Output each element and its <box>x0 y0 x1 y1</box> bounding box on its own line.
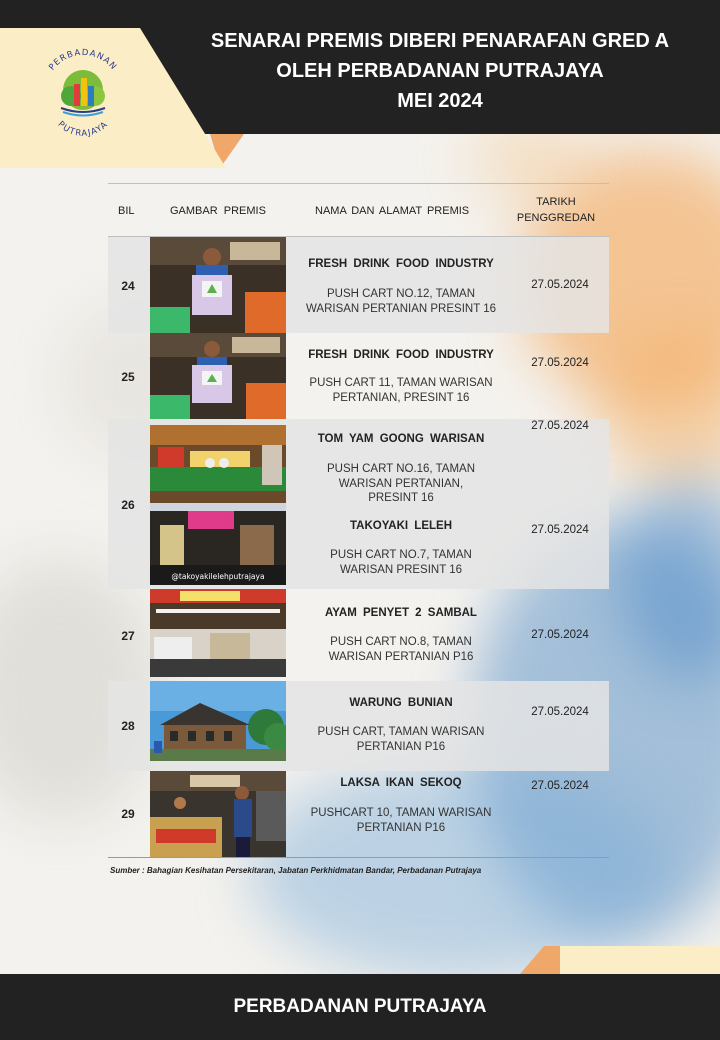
svg-text:PUTRAJAYA <box>56 120 111 139</box>
premise-photo <box>150 237 286 333</box>
column-header-tarikh: TARIKH PENGGREDAN <box>516 196 596 224</box>
grading-date: 27.05.2024 <box>531 420 589 432</box>
table-row <box>108 681 609 771</box>
premise-address: PUSH CART NO.12, TAMAN WARISAN PERTANIAN PRESINT 16 <box>305 288 496 315</box>
premise-name: TOM YAM GOONG WARISAN <box>317 433 485 445</box>
column-header-bil: BIL <box>118 205 135 217</box>
premises-table <box>108 183 609 858</box>
premise-photo <box>150 589 286 677</box>
row-number: 28 <box>121 719 135 733</box>
grading-date: 27.05.2024 <box>531 629 589 641</box>
table-row <box>108 419 609 589</box>
logo-text-bottom: PUTRAJAYA <box>55 119 111 139</box>
premise-address: PUSH CART, TAMAN WARISAN PERTANIAN P16 <box>317 726 485 753</box>
photo-caption-takoyaki: @takoyakilelehputrajaya <box>171 572 265 581</box>
premise-name: WARUNG BUNIAN <box>349 697 453 709</box>
logo-text-top: PERBADANAN <box>47 47 119 73</box>
column-header-nama: NAMA DAN ALAMAT PREMIS <box>315 205 470 217</box>
footer-accent-panel <box>548 946 720 974</box>
premise-address: PUSHCART 10, TAMAN WARISAN PERTANIAN P16 <box>310 807 492 834</box>
table-row <box>108 771 609 857</box>
row-number: 27 <box>121 629 135 643</box>
grading-date: 27.05.2024 <box>531 524 589 536</box>
premise-name: FRESH DRINK FOOD INDUSTRY <box>308 349 494 361</box>
premise-address: PUSH CART 11, TAMAN WARISAN PERTANIAN, PRESINT 16 <box>309 377 493 404</box>
premise-name: TAKOYAKI LELEH <box>349 520 453 532</box>
page-title <box>190 26 690 116</box>
title-line-1: SENARAI PREMIS DIBERI PENARAFAN GRED A <box>210 30 670 52</box>
row-number: 24 <box>121 279 135 293</box>
grading-date: 27.05.2024 <box>531 706 589 718</box>
premise-address: PUSH CART NO.8, TAMAN WARISAN PERTANIAN P16 <box>328 636 474 663</box>
premise-address: PUSH CART NO.7, TAMAN WARISAN PRESINT 16 <box>330 549 472 576</box>
footer-title: PERBADANAN PUTRAJAYA <box>233 996 487 1017</box>
table-row <box>108 589 609 681</box>
premise-photo <box>150 425 286 585</box>
grading-date: 27.05.2024 <box>531 279 589 291</box>
row-number: 26 <box>121 498 135 512</box>
premise-name: FRESH DRINK FOOD INDUSTRY <box>308 258 494 270</box>
premise-photo <box>150 681 286 761</box>
premise-name: LAKSA IKAN SEKOQ <box>340 777 462 789</box>
table-bottom-rule <box>108 857 609 858</box>
table-row <box>108 237 609 333</box>
svg-text:PERBADANAN <box>47 48 118 73</box>
source-note: Sumber : Bahagian Kesihatan Persekitaran, Jabatan Perkhidmatan Bandar, Perbadanan Putrajaya <box>110 866 482 875</box>
premise-photo <box>150 771 286 857</box>
column-header-gambar: GAMBAR PREMIS <box>170 205 266 217</box>
row-number: 29 <box>121 807 135 821</box>
row-number: 25 <box>121 370 135 384</box>
grading-date: 27.05.2024 <box>531 780 589 792</box>
table-header <box>108 183 609 237</box>
perbadanan-putrajaya-logo <box>38 40 128 150</box>
title-line-2: OLEH PERBADANAN PUTRAJAYA <box>276 60 604 82</box>
grading-date: 27.05.2024 <box>531 357 589 369</box>
premise-photo <box>150 333 286 419</box>
table-row <box>108 333 609 419</box>
title-line-3: MEI 2024 <box>397 90 483 112</box>
premise-name: AYAM PENYET 2 SAMBAL <box>325 607 477 619</box>
premise-address: PUSH CART NO.16, TAMAN WARISAN PERTANIAN, PRESINT 16 <box>326 463 476 504</box>
